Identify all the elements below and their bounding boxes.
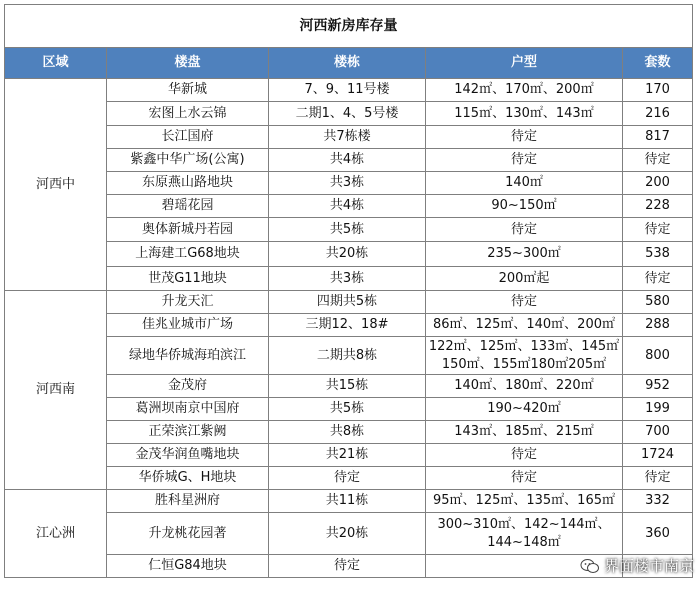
unit-types-cell: 300~310㎡、142~144㎡、 144~148㎡ — [426, 513, 623, 555]
project-cell: 宏图上水云锦 — [107, 102, 269, 126]
buildings-cell: 共5栋 — [269, 398, 426, 421]
buildings-cell: 二期1、4、5号楼 — [269, 102, 426, 126]
buildings-cell: 待定 — [269, 467, 426, 490]
table-row — [5, 79, 693, 102]
project-cell: 正荣滨江紫阙 — [107, 421, 269, 444]
header-unit-types: 户型 — [426, 48, 623, 79]
project-cell: 升龙桃花园著 — [107, 513, 269, 555]
header-count: 套数 — [623, 48, 693, 79]
unit-types-cell: 140㎡、180㎡、220㎡ — [426, 375, 623, 398]
project-cell: 华新城 — [107, 79, 269, 102]
project-cell: 长江国府 — [107, 126, 269, 149]
table-row — [5, 242, 693, 267]
count-cell: 199 — [623, 398, 693, 421]
table-row — [5, 126, 693, 149]
table-row — [5, 267, 693, 291]
buildings-cell: 四期共5栋 — [269, 291, 426, 314]
count-cell: 288 — [623, 314, 693, 337]
header-region: 区域 — [5, 48, 107, 79]
count-cell: 952 — [623, 375, 693, 398]
project-cell: 葛洲坝南京中国府 — [107, 398, 269, 421]
unit-types-cell: 待定 — [426, 126, 623, 149]
table-row — [5, 172, 693, 195]
inventory-table — [4, 4, 693, 578]
unit-types-cell: 142㎡、170㎡、200㎡ — [426, 79, 623, 102]
project-cell: 紫鑫中华广场(公寓) — [107, 149, 269, 172]
count-cell: 580 — [623, 291, 693, 314]
region-cell: 河西南 — [5, 291, 107, 490]
unit-types-cell: 200㎡起 — [426, 267, 623, 291]
unit-types-cell: 190~420㎡ — [426, 398, 623, 421]
count-cell: 200 — [623, 172, 693, 195]
count-cell: 817 — [623, 126, 693, 149]
project-cell: 东原燕山路地块 — [107, 172, 269, 195]
count-cell: 228 — [623, 195, 693, 218]
buildings-cell: 共20栋 — [269, 242, 426, 267]
project-cell: 佳兆业城市广场 — [107, 314, 269, 337]
project-cell: 上海建工G68地块 — [107, 242, 269, 267]
unit-types-cell: 122㎡、125㎡、133㎡、145㎡ 150㎡、155㎡180㎡205㎡ — [426, 337, 623, 375]
buildings-cell: 共20栋 — [269, 513, 426, 555]
table-row — [5, 467, 693, 490]
buildings-cell: 共8栋 — [269, 421, 426, 444]
buildings-cell: 共4栋 — [269, 149, 426, 172]
buildings-cell: 共4栋 — [269, 195, 426, 218]
unit-types-cell: 待定 — [426, 291, 623, 314]
unit-types-cell: 86㎡、125㎡、140㎡、200㎡ — [426, 314, 623, 337]
count-cell: 800 — [623, 337, 693, 375]
table-row — [5, 218, 693, 242]
region-cell: 河西中 — [5, 79, 107, 291]
count-cell: 360 — [623, 513, 693, 555]
project-cell: 金茂府 — [107, 375, 269, 398]
buildings-cell: 共21栋 — [269, 444, 426, 467]
project-cell: 绿地华侨城海珀滨江 — [107, 337, 269, 375]
unit-types-cell: 140㎡ — [426, 172, 623, 195]
buildings-cell: 三期12、18# — [269, 314, 426, 337]
count-cell: 170 — [623, 79, 693, 102]
table-row — [5, 291, 693, 314]
buildings-cell: 共3栋 — [269, 267, 426, 291]
unit-types-cell: 待定 — [426, 218, 623, 242]
count-cell: 待定 — [623, 149, 693, 172]
unit-types-cell: 95㎡、125㎡、135㎡、165㎡ — [426, 490, 623, 513]
table-row — [5, 513, 693, 555]
table-row — [5, 398, 693, 421]
title-row — [5, 5, 693, 48]
project-cell: 奥体新城丹若园 — [107, 218, 269, 242]
wechat-icon — [580, 558, 600, 574]
buildings-cell: 共5栋 — [269, 218, 426, 242]
count-cell: 待定 — [623, 218, 693, 242]
header-project: 楼盘 — [107, 48, 269, 79]
watermark-text: 界面楼市南京 — [603, 557, 694, 575]
table-row — [5, 337, 693, 375]
table-row — [5, 490, 693, 513]
project-cell: 胜科星洲府 — [107, 490, 269, 513]
table-row — [5, 195, 693, 218]
buildings-cell: 二期共8栋 — [269, 337, 426, 375]
unit-types-cell: 90~150㎡ — [426, 195, 623, 218]
count-cell: 1724 — [623, 444, 693, 467]
project-cell: 华侨城G、H地块 — [107, 467, 269, 490]
count-cell: 待定 — [623, 267, 693, 291]
count-cell: 700 — [623, 421, 693, 444]
table-row — [5, 102, 693, 126]
table-row — [5, 444, 693, 467]
unit-types-cell: 待定 — [426, 467, 623, 490]
count-cell: 216 — [623, 102, 693, 126]
region-cell: 江心洲 — [5, 490, 107, 578]
table-title: 河西新房库存量 — [5, 5, 693, 48]
project-cell: 金茂华润鱼嘴地块 — [107, 444, 269, 467]
count-cell: 待定 — [623, 467, 693, 490]
watermark — [580, 555, 694, 576]
header-row — [5, 48, 693, 79]
header-buildings: 楼栋 — [269, 48, 426, 79]
unit-types-cell: 待定 — [426, 149, 623, 172]
buildings-cell: 共11栋 — [269, 490, 426, 513]
buildings-cell: 待定 — [269, 555, 426, 578]
table-row — [5, 314, 693, 337]
unit-types-cell: 143㎡、185㎡、215㎡ — [426, 421, 623, 444]
table-row — [5, 149, 693, 172]
buildings-cell: 共15栋 — [269, 375, 426, 398]
unit-types-cell: 待定 — [426, 444, 623, 467]
count-cell: 538 — [623, 242, 693, 267]
table-row — [5, 421, 693, 444]
project-cell: 仁恒G84地块 — [107, 555, 269, 578]
project-cell: 世茂G11地块 — [107, 267, 269, 291]
spreadsheet — [4, 4, 693, 578]
unit-types-cell: 235~300㎡ — [426, 242, 623, 267]
table-row — [5, 375, 693, 398]
buildings-cell: 7、9、11号楼 — [269, 79, 426, 102]
count-cell: 332 — [623, 490, 693, 513]
unit-types-cell: 115㎡、130㎡、143㎡ — [426, 102, 623, 126]
project-cell: 升龙天汇 — [107, 291, 269, 314]
buildings-cell: 共3栋 — [269, 172, 426, 195]
buildings-cell: 共7栋楼 — [269, 126, 426, 149]
project-cell: 碧瑶花园 — [107, 195, 269, 218]
